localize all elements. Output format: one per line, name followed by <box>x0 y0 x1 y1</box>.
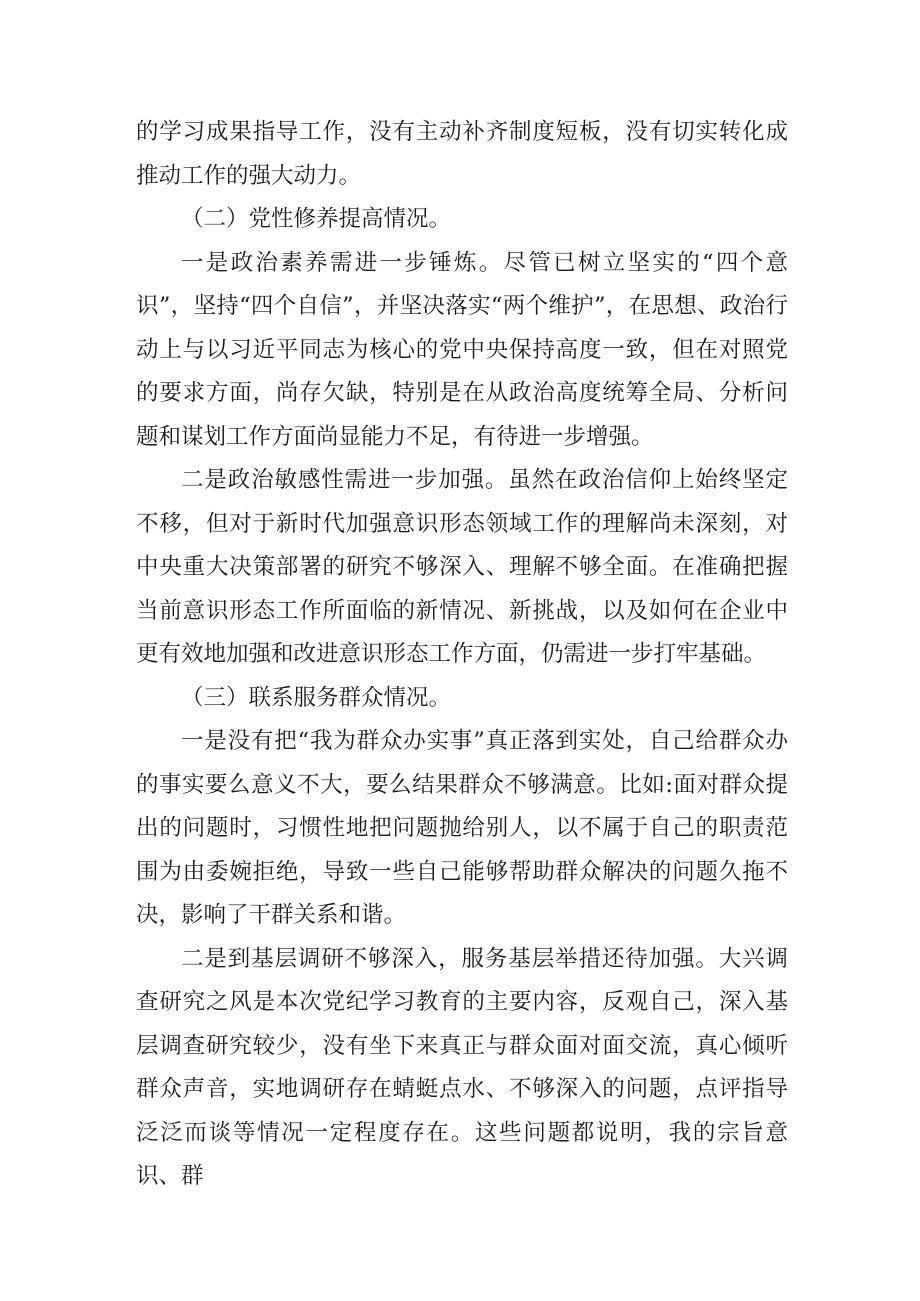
section-heading-party-spirit: （二）党性修养提高情况。 <box>181 206 452 232</box>
paragraph-political-literacy: 一是政治素养需进一步锤炼。尽管已树立坚实的“四个意识”，坚持“四个自信”，并坚决落实“两个维护”，在思想、政治行动上与以习近平同志为核心的党中央保持高度一致，但在对照党的要求方面，尚存欠缺，特别是在从政治高度统筹全局、分析问题和谋划工作方面尚显能力不足，有待进一步增强。 <box>136 249 788 450</box>
section-heading-serving-masses: （三）联系服务群众情况。 <box>181 684 452 711</box>
paragraph-grassroots-research: 二是到基层调研不够深入，服务基层举措还待加强。大兴调查研究之风是本次党纪学习教育的主要内容，反观自己，深入基层调查研究较少，没有坐下来真正与群众面对面交流，真心倾听群众声音，实地调研存在蜻蜓点水、不够深入的问题，点评指导泛泛而谈等情况一定程度存在。这些问题都说明，我的宗旨意识、群 <box>136 945 788 1189</box>
paragraph-political-sensitivity: 二是政治敏感性需进一步加强。虽然在政治信仰上始终坚定不移，但对于新时代加强意识形态领域工作的理解尚未深刻，对中央重大决策部署的研究不够深入、理解不够全面。在准确把握当前意识形态工作所面临的新情况、新挑战，以及如何在企业中更有效地加强和改进意识形态工作方面，仍需进一步打牢基础。 <box>136 467 788 667</box>
paragraph-practical-matters: 一是没有把“我为群众办实事”真正落到实处，自己给群众办的事实要么意义不大，要么结果群众不够满意。比如:面对群众提出的问题时，习惯性地把问题抛给别人，以不属于自己的职责范围为由委婉拒绝，导致一些自己能够帮助群众解决的问题久拖不决，影响了干群关系和谐。 <box>136 728 788 928</box>
document-body <box>136 111 788 1199</box>
paragraph-continuation: 的学习成果指导工作，没有主动补齐制度短板，没有切实转化成推动工作的强大动力。 <box>136 119 788 189</box>
